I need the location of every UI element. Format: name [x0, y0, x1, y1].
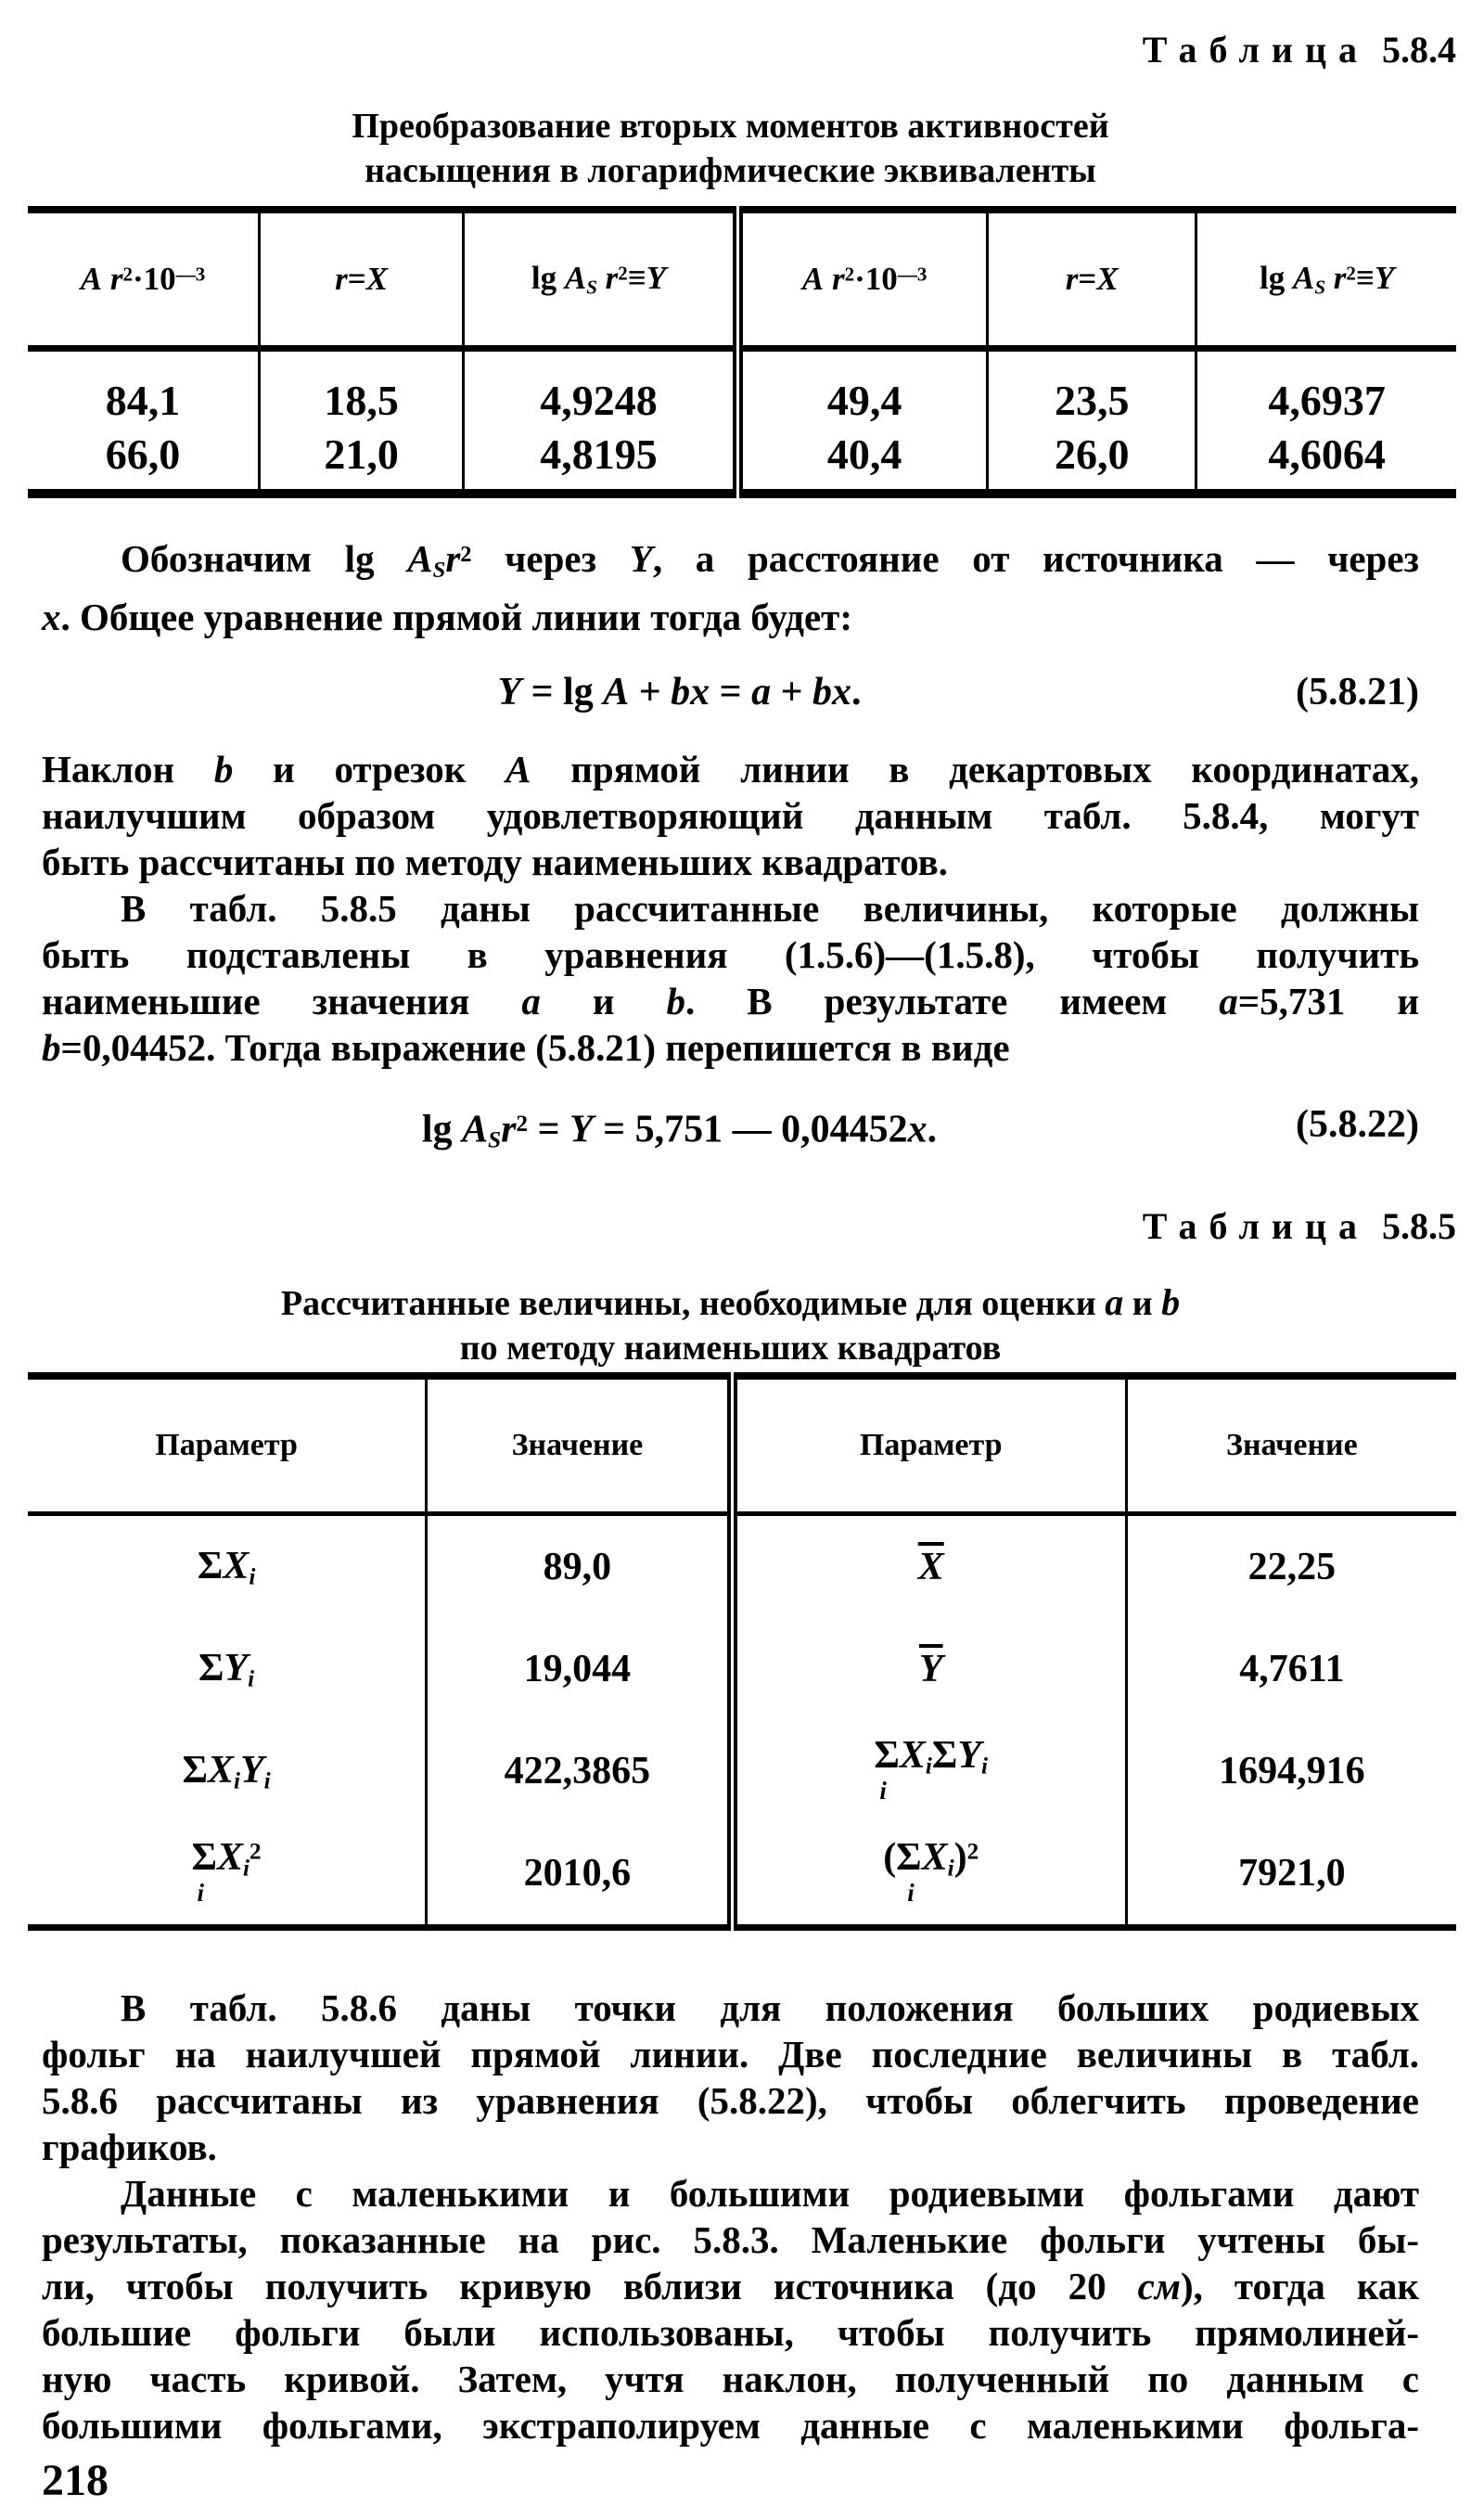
table-584-header-cell: r=X — [988, 210, 1196, 349]
value-cell: 89,0 — [427, 1513, 733, 1618]
table-585 — [28, 1372, 1456, 1931]
param-cell: $\Sigma X_i$ — [197, 1544, 256, 1589]
table-584-cell: 66,0 — [105, 430, 181, 478]
table-584-cell: 4,6064 — [1196, 427, 1456, 494]
text-line: результаты, показанные на рис. 5.8.3. Маленькие фольги учтены бы- — [42, 2217, 1419, 2261]
table-584-title — [42, 104, 1419, 193]
table-584-cell: 84,1 — [105, 376, 181, 424]
text-line: ную часть кривой. Затем, учтя наклон, полученный по данным с — [42, 2357, 1419, 2400]
text-line: большими фольгами, экстраполируем данные с маленькими фольга- — [42, 2403, 1419, 2447]
table-585-row — [28, 1720, 1456, 1822]
equation-number: (5.8.22) — [1296, 1103, 1419, 1147]
value-cell: 2010,6 — [427, 1822, 733, 1928]
table-584-header-cell: A $r^2\cdot 10^{—3}$ — [80, 261, 206, 297]
table-584-cell: 23,5 — [988, 349, 1196, 428]
equation-5-8-22 — [42, 1097, 1419, 1169]
value-cell: 19,044 — [427, 1618, 733, 1720]
table-585-title-line: Рассчитанные величины, необходимые для оценки a и b — [280, 1280, 1181, 1323]
table-585-caption-number: 5.8.5 — [1382, 1204, 1456, 1247]
text-line: большие фольги были использованы, чтобы получить прямолиней- — [42, 2310, 1419, 2354]
paragraph-table-586-intro — [42, 1985, 1419, 2170]
table-584-cell: 49,4 — [737, 349, 988, 428]
table-585-caption-label — [28, 1204, 1456, 1249]
table-585-row — [28, 1618, 1456, 1720]
table-584-cell: 21,0 — [259, 427, 463, 494]
value-cell: 422,3865 — [427, 1720, 733, 1822]
param-cell: $\Sigma Y_i$ — [198, 1646, 255, 1691]
table-584 — [28, 206, 1456, 498]
paragraph-slope-intercept — [42, 746, 1419, 885]
text-line: наименьшие значения a и b. В результате имеем a=5,731 и — [42, 980, 1419, 1023]
table-585-header-cell: Значение — [427, 1376, 733, 1514]
text-line: b=0,04452. Тогда выражение (5.8.21) перепишется в виде — [42, 1026, 1010, 1070]
text-line: Данные с маленькими и большими родиевыми фольгами дают — [121, 2171, 1419, 2215]
table-584-cell: 4,6937 — [1196, 349, 1456, 428]
equation-5-8-21 — [42, 664, 1419, 720]
param-cell: $\Sigma X_iY_i$ — [182, 1748, 271, 1793]
text-line: наилучшим образом удовлетворяющий данным табл. 5.8.4, могут — [42, 794, 1419, 838]
table-584-header-row — [28, 210, 1456, 349]
text-line: графиков. — [42, 2125, 217, 2168]
table-584-header-cell: r=X — [259, 210, 463, 349]
table-584-header-cell: $\lg A_S$ $r^2\equiv Y$ — [464, 210, 738, 349]
table-585-header-cell: Значение — [1126, 1376, 1456, 1514]
table-585-header-row — [28, 1376, 1456, 1514]
table-585-title — [42, 1280, 1419, 1370]
table-584-row — [28, 427, 1456, 494]
text-line: Обозначим $\lg A_Sr^2$ через Y, а расстояние от источника — через — [121, 537, 1419, 584]
param-cell: $(\Sigma X_i)^2$ i — [732, 1822, 1126, 1928]
table-584-title-line: насыщения в логарифмические эквиваленты — [365, 151, 1096, 190]
table-584-cell: 4,9248 — [464, 349, 738, 428]
table-584-caption-word: Таблица — [1142, 29, 1369, 71]
table-584-cell: 18,5 — [259, 349, 463, 428]
value-cell: 4,7611 — [1126, 1618, 1456, 1720]
table-584-row — [28, 349, 1456, 428]
param-cell: $\Sigma X_i\Sigma Y_i$ i — [732, 1720, 1126, 1822]
equation-number: (5.8.21) — [1296, 671, 1419, 714]
table-584-cell: 40,4 — [737, 427, 988, 494]
table-584-title-line: Преобразование вторых моментов активностей — [352, 107, 1109, 146]
table-584-cell: 4,8195 — [464, 427, 738, 494]
equation-body: $\lg A_Sr^2 = Y = 5,751$ — 0,04452x. — [421, 1108, 938, 1153]
value-cell: 1694,916 — [1126, 1720, 1456, 1822]
value-cell: 22,25 — [1126, 1513, 1456, 1618]
paragraph-foil-results — [42, 2170, 1419, 2448]
table-584-cell: 26,0 — [988, 427, 1196, 494]
param-cell: $\overline{X}$ — [732, 1513, 1126, 1618]
paragraph-denote-y — [42, 532, 1419, 640]
param-cell: $\Sigma X_i^2$ i — [191, 1835, 262, 1907]
table-584-header-cell: A $r^2\cdot 10^{—3}$ — [737, 210, 988, 349]
equation-body: Y = lg A + bx = a + bx. — [497, 671, 862, 714]
text-line: x. Общее уравнение прямой линии тогда будет: — [42, 596, 852, 639]
text-line: быть подставлены в уравнения (1.5.6)—(1.5.8), чтобы получить — [42, 933, 1419, 977]
value-cell: 7921,0 — [1126, 1822, 1456, 1928]
text-line: 5.8.6 рассчитаны из уравнения (5.8.22), чтобы облегчить проведение — [42, 2078, 1419, 2122]
param-cell: $\overline{Y}$ — [732, 1618, 1126, 1720]
text-line: В табл. 5.8.5 даны рассчитанные величины, которые должны — [121, 887, 1419, 931]
text-line: Наклон b и отрезок A прямой линии в декартовых координатах, — [42, 748, 1419, 791]
table-585-row — [28, 1513, 1456, 1618]
text-line: ли, чтобы получить кривую вблизи источника (до 20 см), тогда как — [42, 2264, 1420, 2307]
table-585-title-line: по методу наименьших квадратов — [459, 1328, 1002, 1368]
table-585-row — [28, 1822, 1456, 1928]
text-line: быть рассчитаны по методу наименьших квадратов. — [42, 841, 949, 884]
table-585-caption-word: Таблица — [1142, 1204, 1369, 1247]
table-584-caption-label — [28, 28, 1456, 72]
paragraph-table-585-intro — [42, 885, 1419, 1071]
table-585-header-cell: Параметр — [732, 1376, 1126, 1514]
table-585-header-cell: Параметр — [155, 1427, 298, 1462]
table-584-caption-number: 5.8.4 — [1382, 29, 1456, 71]
text-line: В табл. 5.8.6 даны точки для положения больших родиевых — [121, 1986, 1419, 2029]
text-line: фольг на наилучшей прямой линии. Две последние величины в табл. — [42, 2032, 1419, 2075]
table-584-header-cell: $\lg A_S$ $r^2\equiv Y$ — [1196, 210, 1456, 349]
page-number: 218 — [42, 2455, 109, 2505]
